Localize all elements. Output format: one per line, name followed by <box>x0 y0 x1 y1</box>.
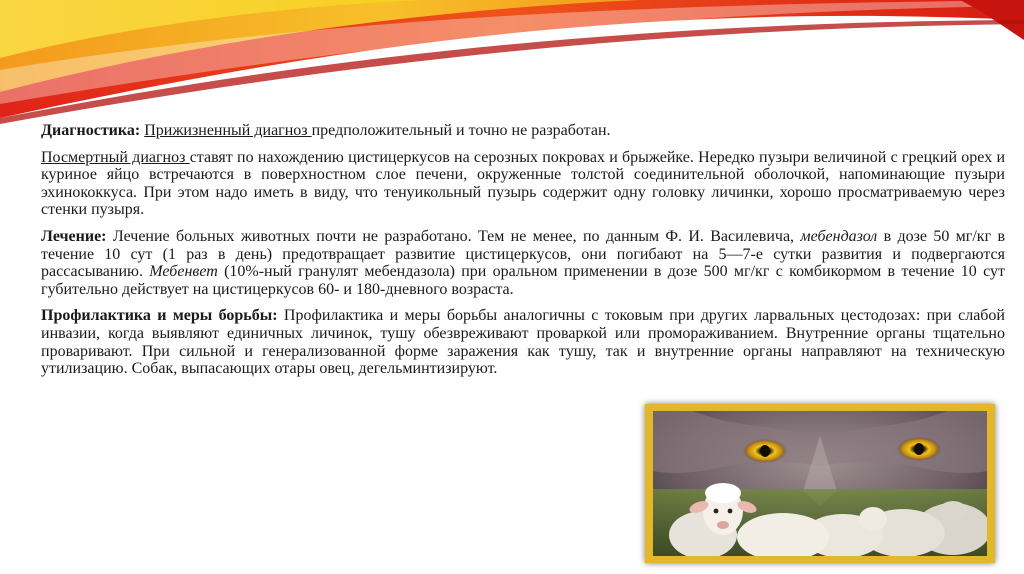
postmortem-diagnosis-term: Посмертный диагноз <box>41 148 190 166</box>
diagnostics-heading: Диагностика: <box>41 122 141 139</box>
wolf-sheep-photo <box>653 411 987 556</box>
drug-mebendazole: мебендазол <box>800 227 878 245</box>
prevention-heading: Профилактика и меры борьбы: <box>41 307 278 325</box>
wolf-sheep-illustration <box>653 411 987 556</box>
treatment-paragraph <box>41 228 1005 298</box>
treatment-text-1: Лечение больных животных почти не разработано. Тем не менее, по данным Ф. И. Василевича, <box>106 227 801 245</box>
treatment-heading: Лечение: <box>41 227 107 245</box>
decorative-swoosh <box>0 0 1024 130</box>
treatment-text-2: в дозе 50 мг/кг в течение 10 сут (1 раз в день) предотвращает развитие цистицеркусов, они погибают на 5—7-е сутки развития и подвергаются рассасыванию. <box>41 227 1006 281</box>
main-text <box>41 122 1005 387</box>
prevention-text: Профилактика и меры борьбы аналогичны с токовым при других ларвальных цестодозах: при слабой инвазии, когда выявляют единичных личинок, тушу обезвреживают проваркой или промораживанием. Внутренние органы тщательно проваривают. При сильной и генерализованной форме заражения как тушу, так и внутренние органы направляют на техническую утилизацию. Собак, выпасающих отары овец, дегельминтизируют. <box>41 307 1005 378</box>
lifetime-diagnosis-text: предположительный и точно не разработан. <box>311 122 611 139</box>
diagnostics-paragraph <box>41 122 1005 140</box>
treatment-text-3: (10%-ный гранулят мебендазола) при оральном применении в дозе 500 мг/кг с комбикормом в течение 10 сут губительно действует на цистицеркусов 60- и 180-дневного возраста. <box>41 263 1005 298</box>
postmortem-paragraph <box>41 149 1005 219</box>
lifetime-diagnosis-term: Прижизненный диагноз <box>144 122 312 139</box>
photo-frame <box>645 404 995 563</box>
prevention-paragraph <box>41 307 1005 377</box>
drug-mebenvet: Мебенвет <box>149 263 218 281</box>
postmortem-diagnosis-text: ставят по нахождению цистицеркусов на серозных покровах и брыжейке. Нередко пузыри величиной с грецкий орех и куриное яйцо встречаются в поверхностном слое печени, окруженные толстой соединительной оболочкой, напоминающие пузыри эхинококкуса. При этом надо иметь в виду, что тенуикольный пузырь содержит одну головку личинки, хорошо просматриваемую через стенки пузыря. <box>41 148 1006 219</box>
